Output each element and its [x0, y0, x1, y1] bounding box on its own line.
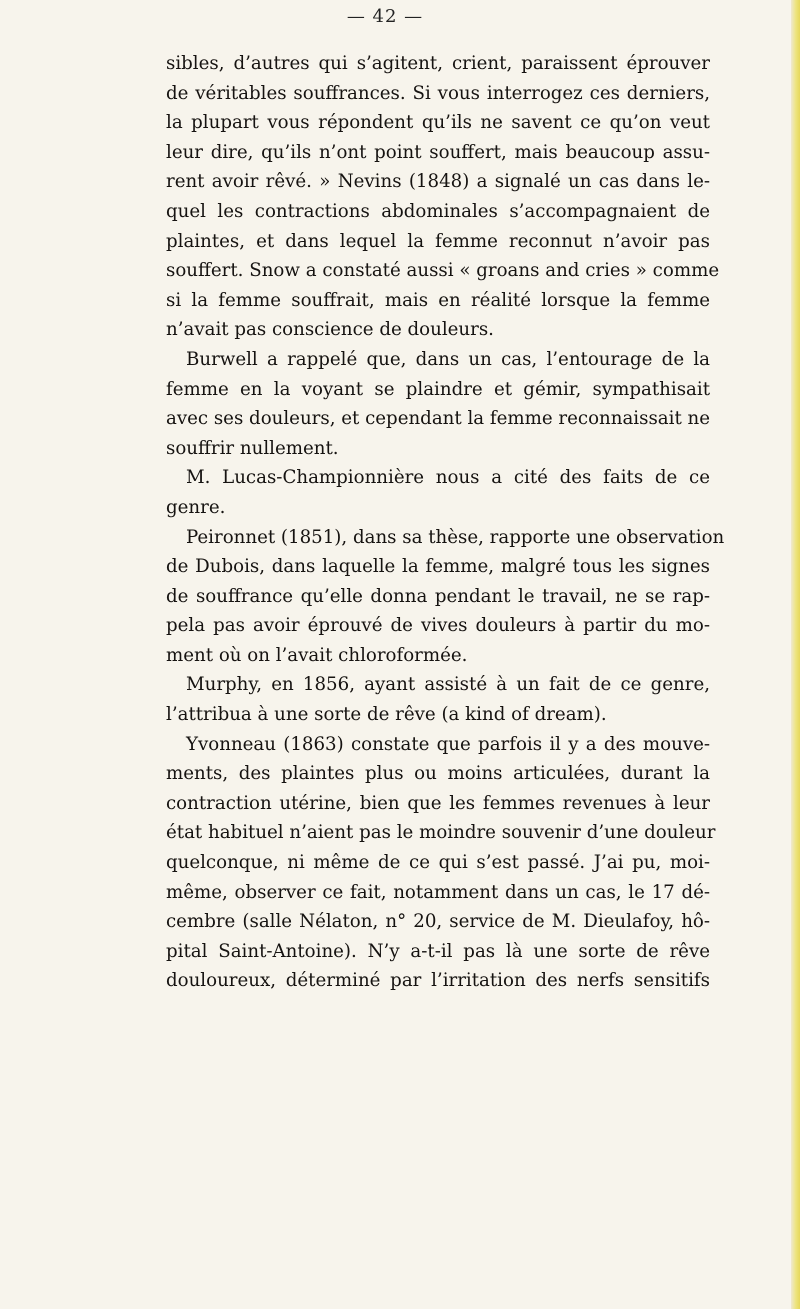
text-line: rent avoir rêvé. » Nevins (1848) a signalé un cas dans le- [166, 171, 710, 193]
text-line: état habituel n’aient pas le moindre souvenir d’une douleur [166, 822, 716, 844]
paragraph [166, 49, 720, 345]
text-line: genre. [166, 496, 226, 518]
text-line: Burwell a rappelé que, dans un cas, l’entourage de la [186, 348, 710, 370]
text-line: Yvonneau (1863) constate que parfois il y a des mouve- [186, 733, 710, 755]
page-number: — 42 — [346, 6, 424, 27]
text-line: leur dire, qu’ils n’ont point souffert, mais beaucoup assu- [166, 141, 710, 163]
text-line: ment où on l’avait chloroformée. [166, 644, 468, 666]
text-line: cembre (salle Nélaton, n° 20, service de M. Dieulafoy, hô- [166, 911, 710, 933]
text-line: ments, des plaintes plus ou moins articulées, durant la [166, 763, 710, 785]
text-line: quel les contractions abdominales s’accompagnaient de [166, 200, 710, 222]
text-line: pela pas avoir éprouvé de vives douleurs à partir du mo- [166, 615, 710, 637]
text-line: de véritables souffrances. Si vous interrogez ces derniers, [166, 82, 710, 104]
text-line: Murphy, en 1856, ayant assisté à un fait de ce genre, [186, 674, 710, 696]
text-line: n’avait pas conscience de douleurs. [166, 319, 494, 341]
text-line: l’attribua à une sorte de rêve (a kind of dream). [166, 704, 607, 726]
body-text [166, 49, 725, 996]
paragraph [166, 463, 710, 522]
paragraph [166, 523, 725, 671]
text-line: souffrir nullement. [166, 437, 339, 459]
paragraph [166, 730, 716, 996]
text-line: sibles, d’autres qui s’agitent, crient, paraissent éprouver [166, 53, 710, 74]
text-line: même, observer ce fait, notamment dans un cas, le 17 dé- [166, 881, 710, 903]
text-line: Peironnet (1851), dans sa thèse, rapporte une observation [186, 526, 725, 548]
text-line: M. Lucas-Championnière nous a cité des faits de ce [186, 467, 710, 489]
text-line: contraction utérine, bien que les femmes revenues à leur [166, 792, 710, 814]
paragraph [166, 670, 710, 729]
text-line: avec ses douleurs, et cependant la femme reconnaissait ne [166, 408, 711, 430]
text-line: la plupart vous répondent qu’ils ne savent ce qu’on veut [166, 112, 710, 134]
text-line: plaintes, et dans lequel la femme reconnut n’avoir pas [166, 230, 710, 252]
text-line: femme en la voyant se plaindre et gémir, sympathisait [166, 378, 710, 400]
text-line: douloureux, déterminé par l’irritation des nerfs sensitifs [166, 970, 710, 992]
text-line: si la femme souffrait, mais en réalité lorsque la femme [166, 289, 710, 311]
text-line: souffert. Snow a constaté aussi « groans and cries » comme [166, 260, 720, 282]
page-edge [791, 0, 800, 1309]
text-line: de Dubois, dans laquelle la femme, malgré tous les signes [166, 556, 710, 578]
text-line: quelconque, ni même de ce qui s’est passé. J’ai pu, moi- [166, 852, 710, 874]
text-line: pital Saint-Antoine). N’y a-t-il pas là une sorte de rêve [166, 940, 710, 962]
text-line: de souffrance qu’elle donna pendant le travail, ne se rap- [166, 585, 710, 607]
paragraph [166, 345, 710, 463]
